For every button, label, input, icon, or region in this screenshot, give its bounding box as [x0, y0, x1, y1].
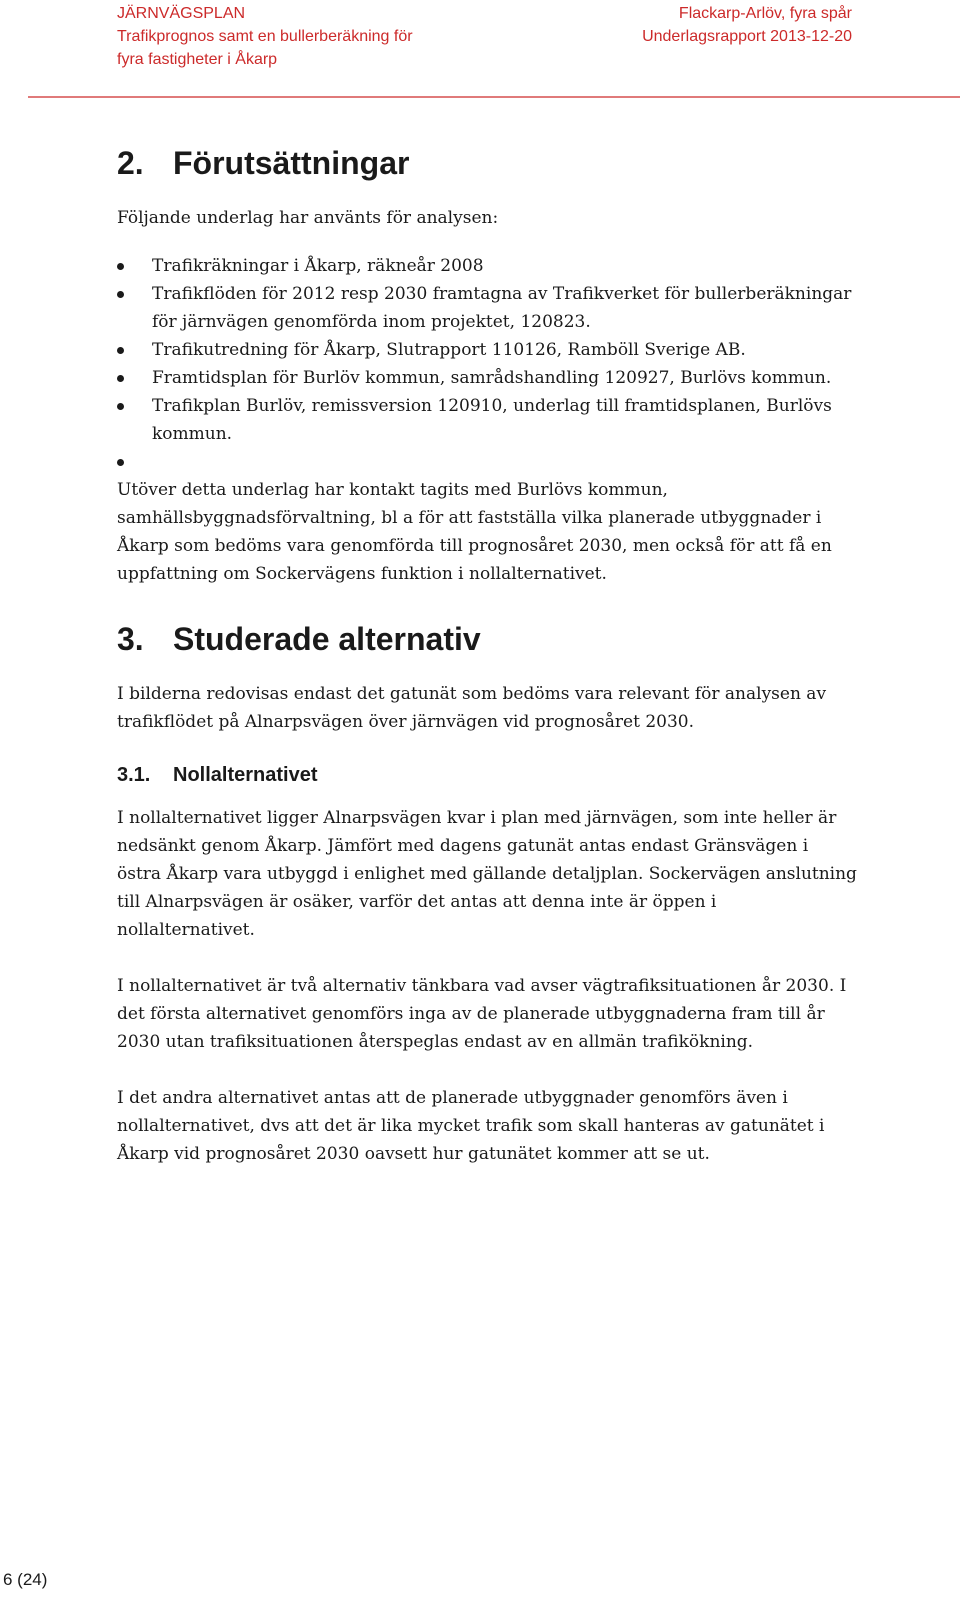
section-3-1-heading — [117, 760, 857, 790]
document-subtitle-line1: Trafikprognos samt en bullerberäkning för — [117, 28, 413, 45]
report-date: Underlagsrapport 2013-12-20 — [642, 28, 852, 45]
section-2-intro: Följande underlag har använts för analysen: — [117, 208, 499, 228]
list-item: Framtidsplan för Burlöv kommun, samrådshandling 120927, Burlövs kommun. — [117, 364, 857, 392]
page-content — [117, 140, 857, 1168]
list-item: Trafikutredning för Åkarp, Slutrapport 110126, Ramböll Sverige AB. — [117, 336, 857, 364]
document-type: JÄRNVÄGSPLAN — [117, 5, 246, 22]
subsection-number: 3.1. — [117, 764, 151, 786]
header-left — [117, 2, 413, 71]
section-number: 3. — [117, 621, 144, 657]
section-number: 2. — [117, 145, 144, 181]
header-divider — [28, 96, 960, 98]
document-subtitle-line2: fyra fastigheter i Åkarp — [117, 51, 278, 68]
list-item-empty — [117, 448, 857, 476]
section-3-1-paragraph-2: I nollalternativet är två alternativ tänkbara vad avser vägtrafiksituationen år 2030. I det första alternativet genomförs inga av de planerade utbyggnaderna fram till år 2030 utan trafiksituationen återspeglas endast av en allmän trafikökning. — [117, 976, 847, 1052]
source-list — [117, 252, 857, 476]
section-3-intro: I bilderna redovisas endast det gatunät som bedöms vara relevant för analysen av trafikflödet på Alnarpsvägen över järnvägen vid prognosåret 2030. — [117, 684, 827, 732]
project-name: Flackarp-Arlöv, fyra spår — [678, 5, 852, 22]
section-title: Studerade alternativ — [173, 621, 481, 657]
section-2-heading — [117, 140, 857, 186]
list-item: Trafikflöden för 2012 resp 2030 framtagna av Trafikverket för bullerberäkningar för järnvägen genomförda inom projektet, 120823. — [117, 280, 857, 336]
section-title: Förutsättningar — [173, 145, 410, 181]
subsection-title: Nollalternativet — [173, 764, 318, 786]
page-number: 6 (24) — [3, 1570, 48, 1589]
section-3-heading — [117, 616, 857, 662]
header-right — [642, 2, 852, 48]
section-3-1-paragraph-3: I det andra alternativet antas att de planerade utbyggnader genomförs även i nollalternativet, dvs att det är lika mycket trafik som skall hanteras av gatunätet i Åkarp vid prognosåret 2030 oavsett hur gatunätet kommer att se ut. — [117, 1088, 825, 1164]
section-2-paragraph: Utöver detta underlag har kontakt tagits med Burlövs kommun, samhällsbyggnadsförvaltning, bl a för att fastställa vilka planerade utbyggnader i Åkarp som bedöms vara genomförda till prognosåret 2030, men också för att få en uppfattning om Sockervägens funktion i nollalternativet. — [117, 480, 832, 584]
list-item: Trafikplan Burlöv, remissversion 120910, underlag till framtidsplanen, Burlövs kommun. — [117, 392, 857, 448]
list-item: Trafikräkningar i Åkarp, räkneår 2008 — [117, 252, 857, 280]
page-header — [0, 0, 960, 100]
section-3-1-paragraph-1: I nollalternativet ligger Alnarpsvägen kvar i plan med järnvägen, som inte heller är nedsänkt genom Åkarp. Jämfört med dagens gatunät antas endast Gränsvägen i östra Åkarp vara utbyggd i enlighet med gällande detaljplan. Sockervägen anslutning till Alnarpsvägen är osäker, varför det antas att denna inte är öppen i nollalternativet. — [117, 808, 857, 940]
